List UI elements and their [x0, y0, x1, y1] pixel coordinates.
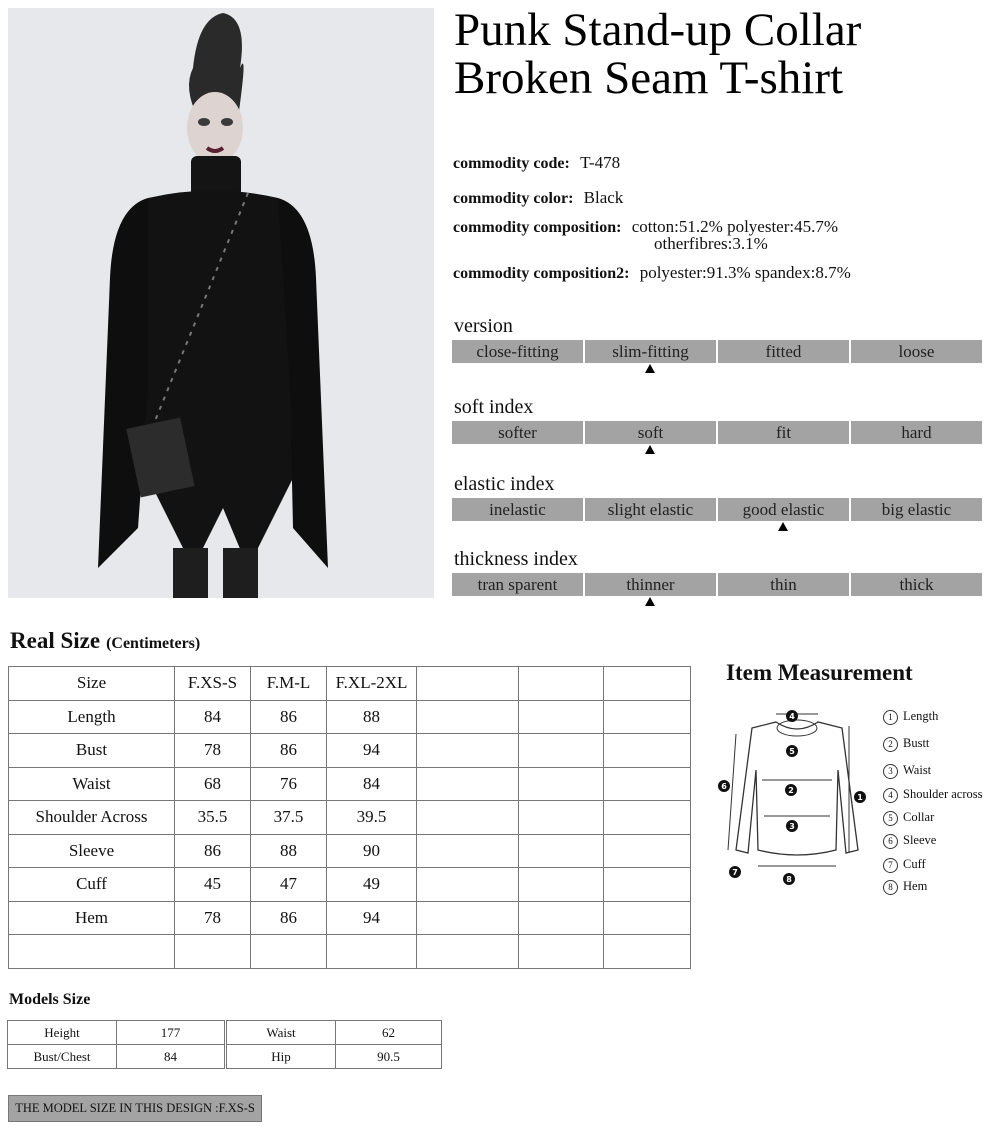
soft-option: fit	[718, 421, 849, 444]
models-size-table-left	[7, 1020, 225, 1069]
table-cell: 86	[251, 901, 327, 935]
soft-option: softer	[452, 421, 583, 444]
commodity-composition-row	[453, 217, 838, 237]
thickness-option: thinner	[585, 573, 716, 596]
table-row	[9, 868, 691, 902]
thickness-index-bar	[452, 573, 982, 596]
table-cell	[519, 767, 604, 801]
table-cell: Length	[9, 700, 175, 734]
legend-shoulder: 4 Shoulder across	[883, 787, 983, 803]
commodity-composition2-row	[453, 263, 851, 283]
table-row	[227, 1021, 442, 1045]
table-cell	[604, 834, 691, 868]
elastic-option: big elastic	[851, 498, 982, 521]
code-value: T-478	[580, 153, 621, 172]
models-size-table-right	[226, 1020, 442, 1069]
table-row	[8, 1021, 225, 1045]
table-cell: 88	[251, 834, 327, 868]
svg-text:5: 5	[789, 747, 795, 756]
table-row	[9, 935, 691, 969]
table-cell	[604, 734, 691, 768]
model-bust-label: Bust/Chest	[8, 1045, 117, 1069]
color-value: Black	[583, 188, 624, 207]
composition-line2: otherfibres:3.1%	[654, 234, 768, 253]
table-cell: 78	[175, 734, 251, 768]
commodity-color-row	[453, 188, 623, 208]
size-table	[8, 666, 691, 969]
version-bar	[452, 340, 982, 363]
legend-hem: 8 Hem	[883, 879, 927, 895]
model-height-label: Height	[8, 1021, 117, 1045]
table-cell	[175, 935, 251, 969]
legend-waist: 3 Waist	[883, 763, 931, 779]
table-header-cell: F.XS-S	[175, 667, 251, 701]
version-option: fitted	[718, 340, 849, 363]
table-cell	[417, 767, 519, 801]
svg-text:3: 3	[789, 822, 795, 831]
svg-text:6: 6	[721, 782, 727, 791]
table-header-cell: Size	[9, 667, 175, 701]
version-title: version	[454, 315, 513, 337]
table-row	[9, 801, 691, 835]
thickness-option: tran sparent	[452, 573, 583, 596]
elastic-selected-marker	[778, 522, 788, 531]
elastic-option: good elastic	[718, 498, 849, 521]
code-label: commodity code:	[453, 155, 570, 172]
measurement-diagram	[712, 700, 882, 890]
legend-sleeve: 6 Sleeve	[883, 833, 936, 849]
table-cell: 94	[327, 901, 417, 935]
svg-text:1: 1	[857, 793, 863, 802]
table-cell: Bust	[9, 734, 175, 768]
version-option: slim-fitting	[585, 340, 716, 363]
svg-text:7: 7	[732, 868, 738, 877]
table-cell	[519, 935, 604, 969]
table-cell: 49	[327, 868, 417, 902]
elastic-option: inelastic	[452, 498, 583, 521]
table-cell	[519, 801, 604, 835]
table-header-cell: F.M-L	[251, 667, 327, 701]
soft-index-title: soft index	[454, 396, 534, 418]
table-row	[9, 734, 691, 768]
table-cell: Waist	[9, 767, 175, 801]
table-cell	[519, 868, 604, 902]
table-row	[9, 767, 691, 801]
real-size-title: Real Size (Centimeters)	[10, 628, 201, 653]
table-header-cell	[519, 667, 604, 701]
table-cell	[417, 734, 519, 768]
model-design-size-banner: THE MODEL SIZE IN THIS DESIGN :F.XS-S	[8, 1095, 262, 1122]
thickness-index-title: thickness index	[454, 548, 578, 570]
table-cell: 78	[175, 901, 251, 935]
model-waist-label: Waist	[227, 1021, 336, 1045]
table-cell	[251, 935, 327, 969]
table-header-cell: F.XL-2XL	[327, 667, 417, 701]
model-hip-label: Hip	[227, 1045, 336, 1069]
table-cell: 35.5	[175, 801, 251, 835]
real-size-unit: (Centimeters)	[106, 635, 201, 652]
elastic-index-bar	[452, 498, 982, 521]
thickness-option: thin	[718, 573, 849, 596]
legend-length: 1 Length	[883, 709, 938, 725]
product-title: Punk Stand-up Collar Broken Seam T-shirt	[454, 4, 862, 104]
table-cell: Shoulder Across	[9, 801, 175, 835]
elastic-index-title: elastic index	[454, 473, 555, 495]
product-photo	[8, 8, 434, 598]
measurement-title: Item Measurement	[726, 660, 913, 685]
table-cell: 76	[251, 767, 327, 801]
table-cell: 47	[251, 868, 327, 902]
composition-label: commodity composition:	[453, 219, 622, 236]
model-height-value: 177	[117, 1021, 225, 1045]
table-cell: Hem	[9, 901, 175, 935]
table-cell	[519, 901, 604, 935]
table-header-cell	[604, 667, 691, 701]
models-size-title: Models Size	[9, 991, 91, 1008]
table-cell: 86	[175, 834, 251, 868]
table-cell	[417, 935, 519, 969]
table-cell: 90	[327, 834, 417, 868]
table-cell	[417, 834, 519, 868]
thickness-selected-marker	[645, 597, 655, 606]
table-cell	[604, 801, 691, 835]
svg-text:8: 8	[786, 875, 792, 884]
version-option: close-fitting	[452, 340, 583, 363]
model-waist-value: 62	[336, 1021, 442, 1045]
table-cell: 86	[251, 734, 327, 768]
model-hip-value: 90.5	[336, 1045, 442, 1069]
table-cell	[417, 868, 519, 902]
table-row	[9, 901, 691, 935]
svg-text:2: 2	[788, 786, 794, 795]
soft-option: soft	[585, 421, 716, 444]
table-cell	[604, 767, 691, 801]
table-cell	[519, 734, 604, 768]
version-selected-marker	[645, 364, 655, 373]
table-cell: 68	[175, 767, 251, 801]
table-cell: 37.5	[251, 801, 327, 835]
table-row	[9, 700, 691, 734]
table-cell: 86	[251, 700, 327, 734]
table-cell: 45	[175, 868, 251, 902]
commodity-code-row	[453, 153, 620, 173]
version-option: loose	[851, 340, 982, 363]
table-cell	[9, 935, 175, 969]
soft-selected-marker	[645, 445, 655, 454]
svg-text:4: 4	[789, 712, 795, 721]
composition2-value: polyester:91.3% spandex:8.7%	[639, 263, 851, 282]
composition2-label: commodity composition2:	[453, 265, 630, 282]
table-row	[9, 834, 691, 868]
table-header-cell	[417, 667, 519, 701]
color-label: commodity color:	[453, 190, 574, 207]
table-cell	[604, 868, 691, 902]
table-cell	[327, 935, 417, 969]
legend-bust: 2 Bustt	[883, 736, 929, 752]
table-cell: 39.5	[327, 801, 417, 835]
table-cell	[519, 834, 604, 868]
thickness-option: thick	[851, 573, 982, 596]
table-cell: 94	[327, 734, 417, 768]
table-cell: 84	[175, 700, 251, 734]
table-cell	[604, 700, 691, 734]
table-cell: Sleeve	[9, 834, 175, 868]
table-header-row	[9, 667, 691, 701]
table-cell	[604, 935, 691, 969]
legend-collar: 5 Collar	[883, 810, 934, 826]
table-cell: 88	[327, 700, 417, 734]
table-cell	[604, 901, 691, 935]
soft-index-bar	[452, 421, 982, 444]
legend-cuff: 7 Cuff	[883, 857, 926, 873]
table-cell	[417, 700, 519, 734]
table-cell: Cuff	[9, 868, 175, 902]
model-bust-value: 84	[117, 1045, 225, 1069]
table-cell	[519, 700, 604, 734]
soft-option: hard	[851, 421, 982, 444]
elastic-option: slight elastic	[585, 498, 716, 521]
table-cell	[417, 801, 519, 835]
table-cell: 84	[327, 767, 417, 801]
table-row	[227, 1045, 442, 1069]
table-cell	[417, 901, 519, 935]
composition-value: cotton:51.2% polyester:45.7%	[631, 217, 839, 236]
table-row	[8, 1045, 225, 1069]
